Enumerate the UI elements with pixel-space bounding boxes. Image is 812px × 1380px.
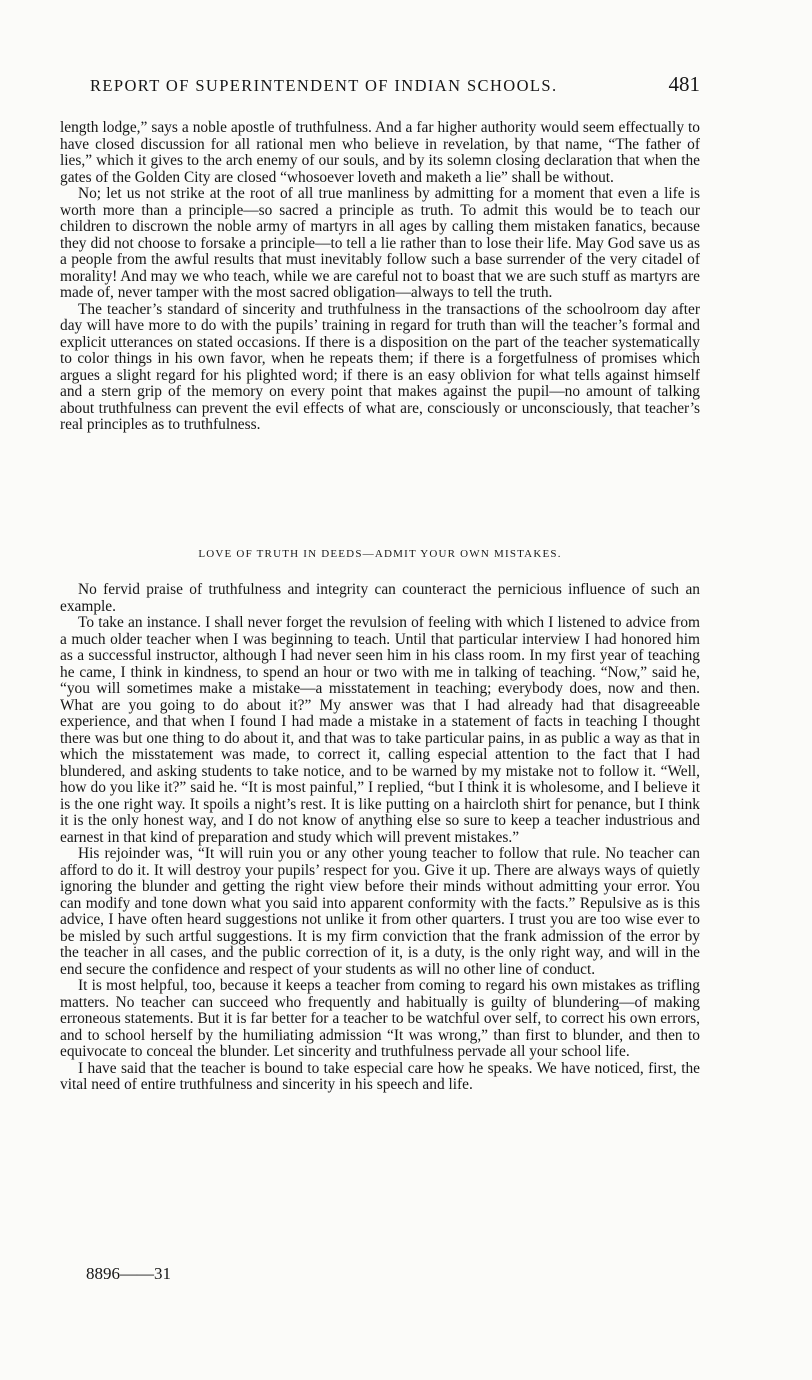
paragraph: To take an instance. I shall never forget the revulsion of feeling with which I listened to advice from a much older teacher when I was beginning to teach. Until that particular interview I had honored him as a successful instructor, although I had never seen him in his class room. In my first year of teaching he came, I think in kindness, to spend an hour or two with me in talking of teaching. “Now,” said he, “you will sometimes make a mistake—a misstatement in teaching; everybody does, now and then. What are you going to do about it?” My answer was that I had already had that disagreeable experience, and that when I found I had made a mistake in a statement of facts in teaching I thought there was but one thing to do about it, and that was to take particular pains, in as public a way as that in which the misstatement was made, to correct it, calling especial attention to the fact that I had blundered, and asking students to take notice, and to be warned by my mistake not to follow it. “Well, how do you like it?” said he. “It is most painful,” I replied, “but I think it is wholesome, and I believe it is the one right way. It spoils a night’s rest. It is like putting on a haircloth shirt for penance, but I think it is the only honest way, and I do not know of anything else so sure to keep a teacher industrious and earnest in that kind of preparation and study which will prevent mistakes.” [60,614,700,846]
paragraph: length lodge,” says a noble apostle of truthfulness. And a far higher authority would seem effectually to have closed discussion for all rational men who believe in revelation, by that name, “The father of lies,” which it gives to the arch enemy of our souls, and by its solemn closing declaration that when the gates of the Golden City are closed “whosoever loveth and maketh a lie” shall be without. [60,119,700,186]
running-title: REPORT OF SUPERINTENDENT OF INDIAN SCHOOLS. [90,76,558,95]
printer-signature-mark: 8896——31 [86,1264,171,1283]
section-subheading: LOVE OF TRUTH IN DEEDS—ADMIT YOUR OWN MISTAKES. [198,548,562,560]
paragraph: His rejoinder was, “It will ruin you or any other young teacher to follow that rule. No teacher can afford to do it. It will destroy your pupils’ respect for you. Give it up. There are always ways of quietly ignoring the blunder and getting the right view before their minds without admitting your error. You can modify and tone down what you said into apparent conformity with the facts.” Repulsive as is this advice, I have often heard suggestions not unlike it from other quarters. I trust you are too wise ever to be misled by such artful suggestions. It is my firm conviction that the frank admission of the error by the teacher in all cases, and the public correction of it, is a duty, is the only right way, and will in the end secure the confidence and respect of your students as will no other line of conduct. [60,845,700,978]
paragraph: No fervid praise of truthfulness and integrity can counteract the pernicious influence of such an example. [60,581,700,615]
body-text-top [60,120,700,434]
page-number: 481 [668,72,700,96]
paragraph: I have said that the teacher is bound to take especial care how he speaks. We have noticed, first, the vital need of entire truthfulness and sincerity in his speech and life. [60,1059,700,1093]
paragraph: The teacher’s standard of sincerity and truthfulness in the transactions of the schoolroom day after day will have more to do with the pupils’ training in regard for truth than will the teacher’s formal and explicit utterances on stated occasions. If there is a disposition on the part of the teacher systematically to color things in his own favor, when he repeats them; if there is a forgetfulness of promises which argues a slight regard for his plighted word; if there is an easy oblivion for what tells against himself and a stern grip of the memory on every point that makes against the pupil—no amount of talking about truthfulness can prevent the evil effects of what are, consciously or unconsciously, that teacher’s real principles as to truthfulness. [60,300,700,433]
page-header [90,72,700,97]
paragraph: It is most helpful, too, because it keeps a teacher from coming to regard his own mistakes as trifling matters. No teacher can succeed who frequently and habitually is guilty of blundering—of making erroneous statements. But it is far better for a teacher to be watchful over self, to correct his own errors, and to school herself by the humiliating admission “It was wrong,” than first to blunder, and then to equivocate to conceal the blunder. Let sincerity and truthfulness pervade all your school life. [60,977,700,1060]
paragraph: No; let us not strike at the root of all true manliness by admitting for a moment that even a life is worth more than a principle—so sacred a principle as truth. To admit this would be to teach our children to discrown the noble army of martyrs in all ages by calling them mistaken fanatics, because they did not choose to forsake a principle—to tell a lie rather than to lose their life. May God save us as a people from the awful results that must inevitably follow such a base surrender of the very citadel of morality! And may we who teach, while we are careful not to boast that we are such stuff as martyrs are made of, never tamper with the most sacred obligation—always to tell the truth. [60,185,700,301]
body-text-bottom [60,582,700,1094]
